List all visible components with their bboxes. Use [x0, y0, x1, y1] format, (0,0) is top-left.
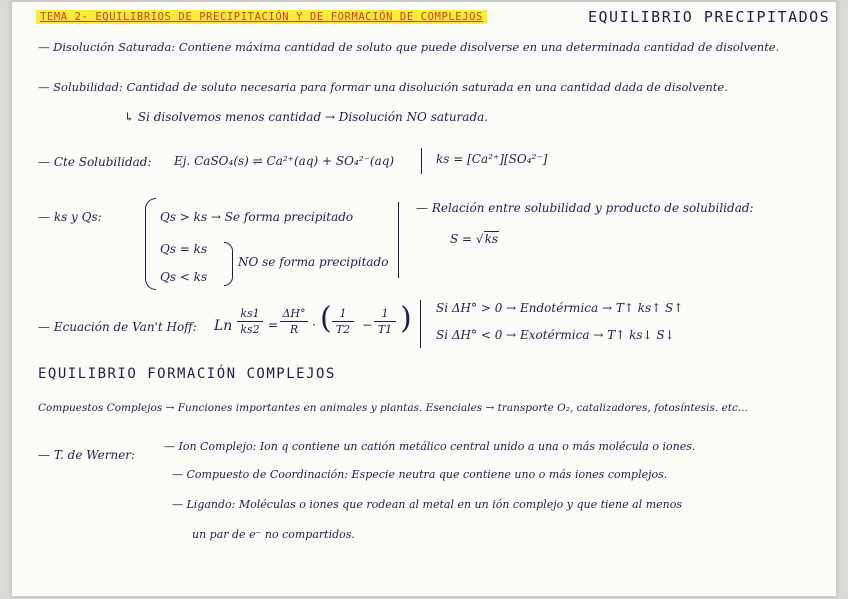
label-relacion: — Relación entre solubilidad y producto de solubilidad: [416, 201, 754, 215]
line-compuestos: Compuestos Complejos → Funciones importantes en animales y plantas. Esenciales → transporte O₂, catalizadores, fotosíntesis. etc... [38, 402, 748, 414]
case-less: Qs < ks [160, 270, 208, 284]
def-ligando: — Ligando: Moléculas o iones que rodean al metal en un ión complejo y que tiene al menos [172, 498, 682, 511]
section-heading-precipitados: EQUILIBRIO PRECIPITADOS [588, 8, 831, 26]
label-werner: — T. de Werner: [38, 448, 136, 462]
section-heading-complejos: EQUILIBRIO FORMACIÓN COMPLEJOS [38, 366, 336, 382]
fraction-1-t1: 1 T1 [374, 307, 396, 336]
case-exotermica: Si ΔH° < 0 → Exotérmica → T↑ ks↓ S↓ [436, 328, 675, 342]
right-brace [224, 242, 233, 286]
ln-symbol: Ln [214, 318, 233, 334]
def-compuesto-coordinacion: — Compuesto de Coordinación: Especie neutra que contiene uno o más iones complejos. [172, 468, 668, 481]
line-solubilidad: — Solubilidad: Cantidad de soluto necesaria para formar una disolución saturada en una cantidad dada de disolvente. [38, 80, 728, 94]
fraction-1-t2: 1 T2 [332, 307, 354, 336]
line-disolucion-saturada: — Disolución Saturada: Contiene máxima cantidad de soluto que puede disolverse en una determinada cantidad de disolvente. [38, 40, 780, 54]
notebook-page: TEMA 2- EQUILIBRIOS DE PRECIPITACIÓN Y DE FORMACIÓN DE COMPLEJOS EQUILIBRIO PRECIPITADOS — Disolución Saturada: Contiene máxima cantidad de soluto que puede disolverse en una determinada cantidad de disolvente. — Solubilidad: Cantidad de soluto necesaria para formar una disolución saturada en una cantidad dada de disolvente. ↳ Si disolvemos menos cantidad → Disolución NO saturada. — Cte Solubilidad: Ej. CaSO₄(s) ⇌ Ca²⁺(aq) + SO₄²⁻(aq) ks = [Ca²⁺][SO₄²⁻] — ks y Qs: Qs > ks → Se forma precipitado Qs = ks Qs < ks NO se forma precipitado — Relación entre solubilidad y producto de solubilidad: S = √ks — Ecuación de Van't Hoff: Ln ks1 ks2 = ΔH° R · ( 1 T2 − 1 T1 ) Si ΔH° > 0 → Endotérmica → T↑ ks↑ S↑ Si ΔH° < 0 → Exotérmica → T↑ ks↓ S↓ EQUILIBRIO FORMACIÓN COMPLEJOS Compuestos Complejos → Funciones importantes en animales y plantas. Esenciales → transporte O₂, catalizadores, fotosíntesis. etc... — T. de Werner: — Ion Complejo: Ion q contiene un catión metálico central unido a una o más molécula o iones. — Compuesto de Coordinación: Especie neutra que contiene uno o más iones complejos. — Ligando: Moléculas o iones que rodean al metal en un ión complejo y que tiene al menos un par de e⁻ no compartidos. [12, 2, 836, 596]
equation-caso4: Ej. CaSO₄(s) ⇌ Ca²⁺(aq) + SO₄²⁻(aq) [174, 154, 395, 168]
label-ks-qs: — ks y Qs: [38, 210, 102, 224]
divider [398, 202, 399, 278]
case-precipita: Qs > ks → Se forma precipitado [160, 210, 354, 224]
case-endotermica: Si ΔH° > 0 → Endotérmica → T↑ ks↑ S↑ [436, 301, 684, 315]
left-brace [145, 198, 156, 290]
label-vant-hoff: — Ecuación de Van't Hoff: [38, 320, 197, 334]
case-no-precipita: NO se forma precipitado [238, 255, 389, 269]
topic-title: TEMA 2- EQUILIBRIOS DE PRECIPITACIÓN Y DE FORMACIÓN DE COMPLEJOS [36, 10, 487, 24]
def-ligando-cont: un par de e⁻ no compartidos. [192, 528, 355, 541]
label-cte-solubilidad: — Cte Solubilidad: [38, 155, 152, 169]
divider [421, 148, 422, 174]
def-ion-complejo: — Ion Complejo: Ion q contiene un catión metálico central unido a una o más molécula o iones. [164, 440, 696, 453]
equation-ks: ks = [Ca²⁺][SO₄²⁻] [436, 152, 548, 166]
fraction-ks: ks1 ks2 [237, 307, 263, 336]
case-equal: Qs = ks [160, 242, 208, 256]
line-no-saturada: ↳ Si disolvemos menos cantidad → Disolución NO saturada. [124, 110, 489, 124]
divider [420, 300, 421, 348]
fraction-dh-r: ΔH° R [280, 307, 308, 336]
formula-sqrt: S = √ks [450, 232, 498, 246]
